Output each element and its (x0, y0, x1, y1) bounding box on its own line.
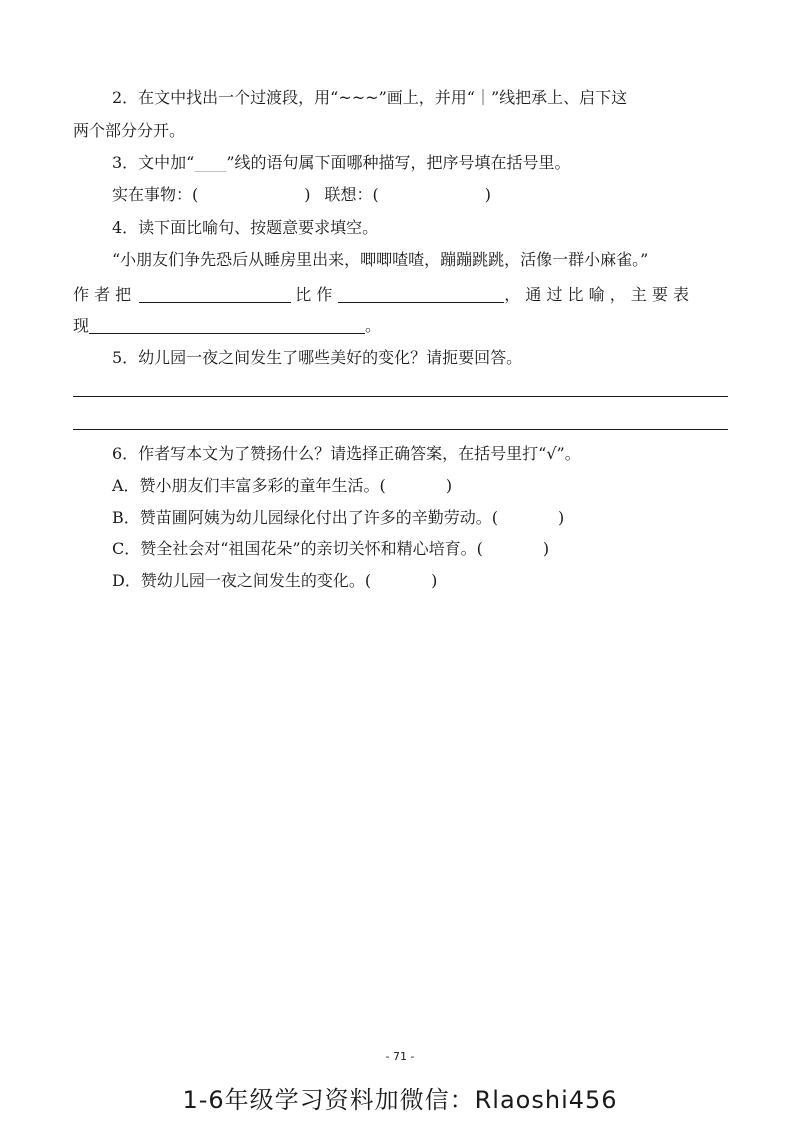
q4-part3: ， 通 过 比 喻 ， 主 要 表 (504, 285, 689, 304)
q6-option-d-close: ) (431, 571, 438, 590)
q4-stem: 4．读下面比喻句、按题意要求填空。 (112, 218, 379, 237)
q4-fill-line2 (73, 314, 381, 338)
q2-line2: 两个部分分开。 (73, 121, 186, 140)
q6-option-c-close: ) (542, 539, 550, 558)
q6-option-c-text: C．赞全社会对“祖国花朵”的亲切关怀和精心培育。( (112, 539, 483, 558)
q3-assoc-label: 联想：( (324, 185, 379, 204)
q6-option-b (112, 506, 564, 530)
q3-real-label: 实在事物：( (112, 185, 199, 204)
q4-part2: 比 作 (295, 285, 333, 304)
q3-stem-post: ”线的语句属下面哪种描写，把序号填在括号里。 (226, 153, 571, 172)
page-number: - 71 - (385, 1050, 415, 1063)
q6-option-b-close: ) (558, 508, 565, 527)
q5-stem: 5．幼儿园一夜之间发生了哪些美好的变化？请扼要回答。 (112, 348, 523, 367)
q4-part5: 。 (365, 316, 382, 335)
q6-option-d (112, 569, 437, 593)
footer-banner: 1-6年级学习资料加微信：Rlaoshi456 (182, 1086, 618, 1114)
q4-fill-line1 (73, 283, 689, 307)
q6-option-c (112, 537, 549, 561)
q3-answer-line (112, 183, 491, 207)
q4-blank-3[interactable] (89, 315, 365, 334)
q4-blank-1[interactable] (139, 284, 291, 303)
q6-option-a (112, 474, 452, 498)
q3-real-close: ) (304, 185, 311, 204)
q4-part4: 现 (73, 316, 90, 335)
q6-option-a-text: A．赞小朋友们丰富多彩的童年生活。( (112, 476, 386, 495)
q3-assoc-close: ) (484, 185, 491, 204)
q6-option-d-text: D．赞幼儿园一夜之间发生的变化。( (112, 571, 372, 590)
q6-stem: 6．作者写本文为了赞扬什么？请选择正确答案，在括号里打“√”。 (112, 444, 581, 463)
q4-quote: “小朋友们争先恐后从睡房里出来，唧唧喳喳，蹦蹦跳跳，活像一群小麻雀。” (112, 250, 649, 269)
q4-part1: 作 者 把 (73, 285, 132, 304)
q3-stem-pre: 3．文中加“ (112, 153, 195, 172)
q5-answer-rule-2[interactable] (73, 429, 728, 430)
q5-answer-rule-1[interactable] (73, 396, 728, 397)
q3-stem-mark: ____ (194, 153, 227, 172)
q4-blank-2[interactable] (338, 284, 504, 303)
q3-stem (112, 151, 571, 175)
q6-option-a-close: ) (445, 476, 453, 495)
q2-line1: 2．在文中找出一个过渡段，用“~~~”画上，并用“｜”线把承上、启下这 (112, 88, 628, 107)
q6-option-b-text: B．赞苗圃阿姨为幼儿园绿化付出了许多的辛勤劳动。( (112, 508, 499, 527)
